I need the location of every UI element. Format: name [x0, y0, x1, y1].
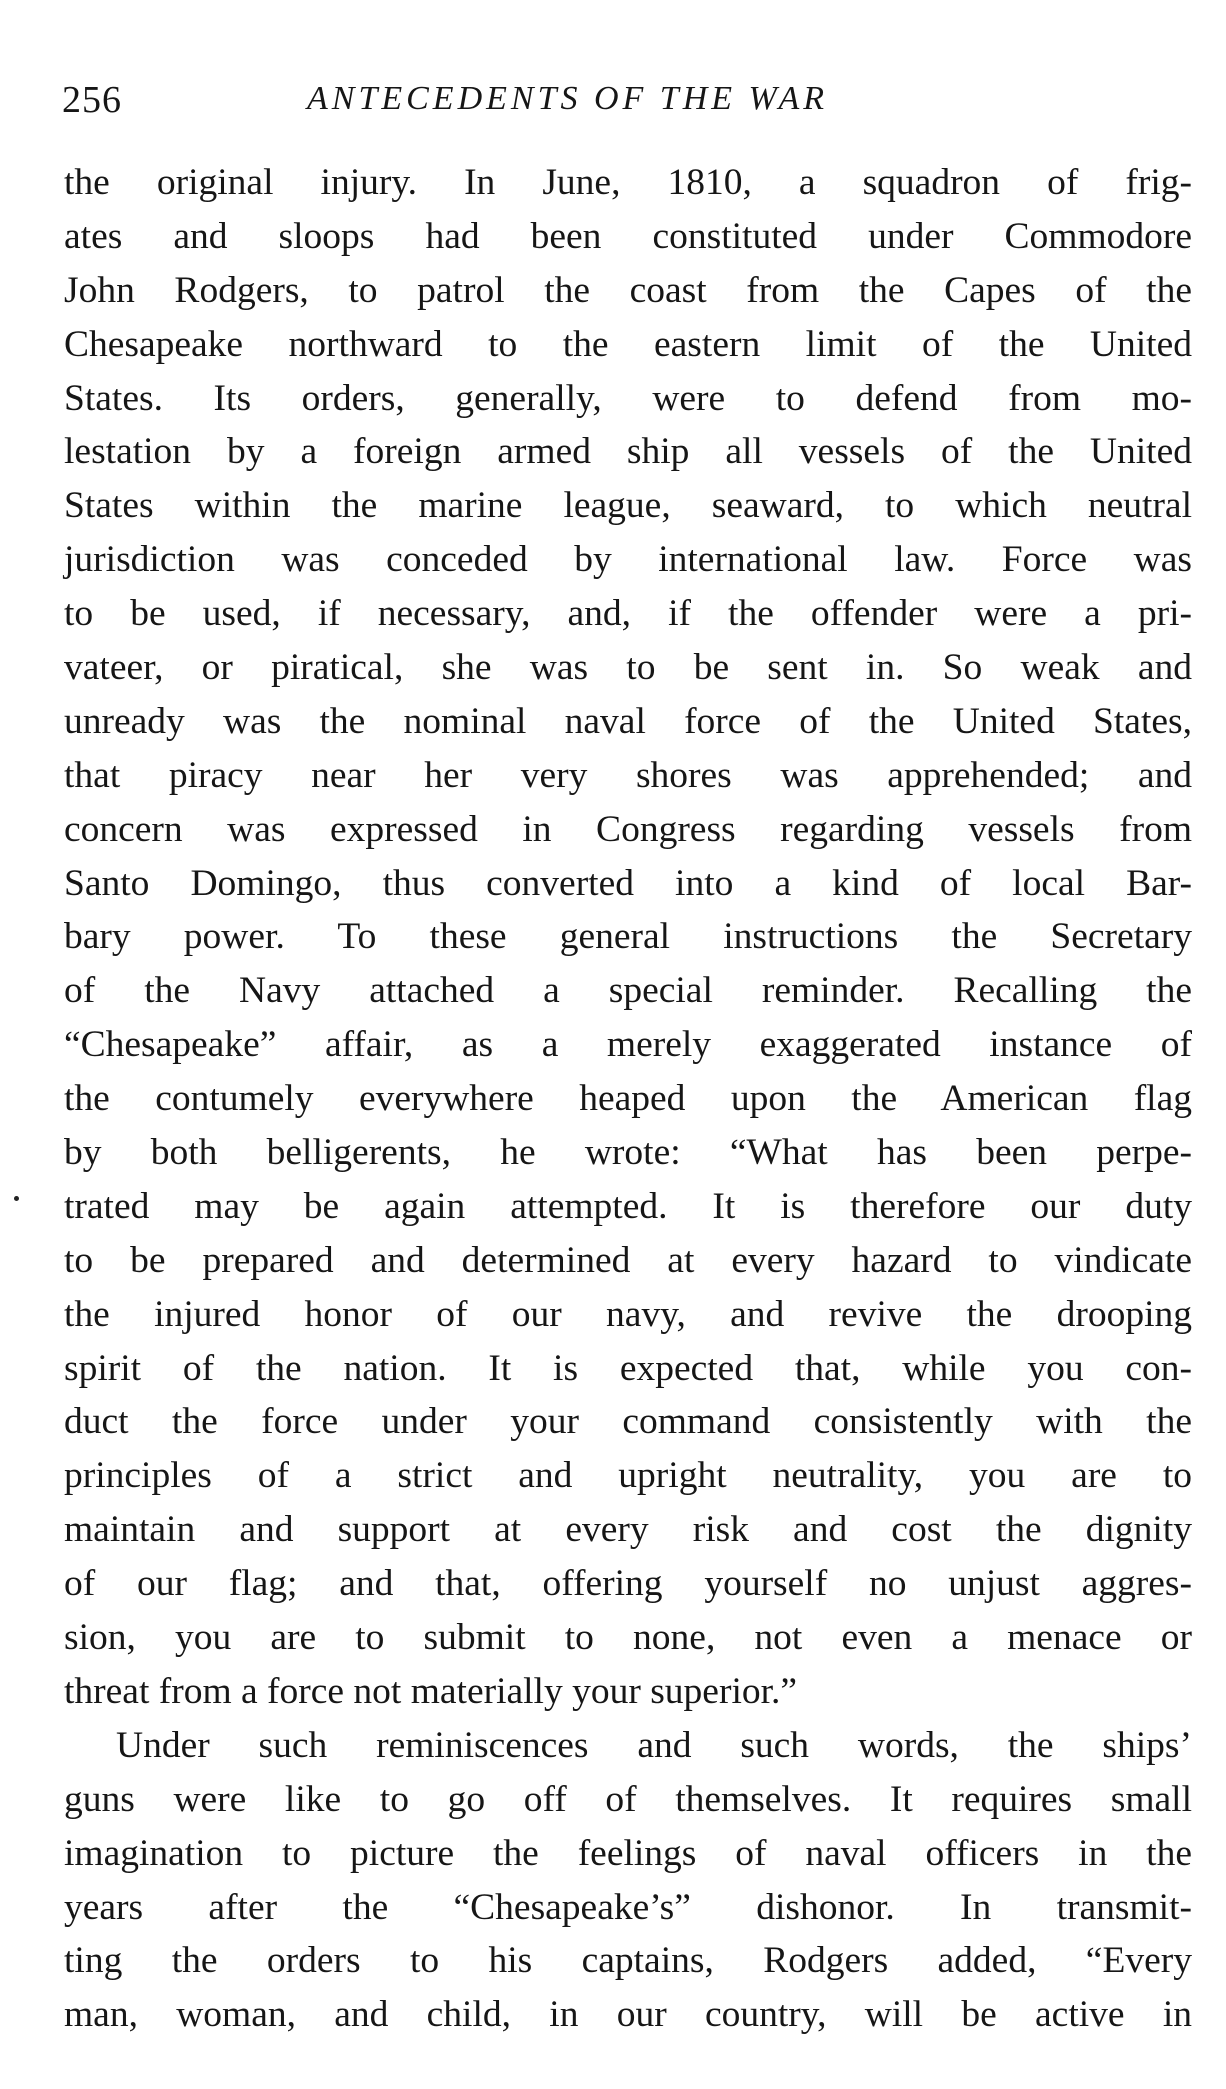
- text-line: trated may be again attempted. It is therefore our duty: [64, 1185, 1192, 1227]
- running-title: ANTECEDENTS OF THE WAR: [307, 80, 829, 117]
- text-line: threat from a force not materially your superior.”: [64, 1670, 798, 1712]
- text-line: of the Navy attached a special reminder. Recalling the: [64, 970, 1192, 1012]
- text-line: ates and sloops had been constituted under Commodore: [64, 215, 1192, 257]
- text-line: imagination to picture the feelings of naval officers in the: [64, 1832, 1192, 1874]
- text-line: ting the orders to his captains, Rodgers added, “Every: [64, 1940, 1192, 1982]
- text-line: of our flag; and that, offering yourself no unjust aggres-: [64, 1563, 1192, 1605]
- text-line: bary power. To these general instructions the Secretary: [64, 916, 1192, 958]
- margin-dot: [14, 1196, 19, 1201]
- text-line: by both belligerents, he wrote: “What has been perpe-: [64, 1132, 1192, 1174]
- text-line: Chesapeake northward to the eastern limit of the United: [64, 323, 1192, 365]
- text-line: jurisdiction was conceded by international law. Force was: [64, 539, 1192, 581]
- text-line: spirit of the nation. It is expected that, while you con-: [64, 1347, 1192, 1389]
- text-line: sion, you are to submit to none, not even a menace or: [64, 1617, 1192, 1659]
- text-line: to be prepared and determined at every hazard to vindicate: [64, 1239, 1192, 1281]
- page-header: [62, 78, 1192, 128]
- text-line: “Chesapeake” affair, as a merely exaggerated instance of: [64, 1024, 1192, 1066]
- page-number: 256: [62, 79, 122, 121]
- text-line: maintain and support at every risk and cost the dignity: [64, 1509, 1192, 1551]
- text-line: Under such reminiscences and such words, the ships’: [116, 1724, 1192, 1766]
- text-line: years after the “Chesapeake’s” dishonor. In transmit-: [64, 1886, 1192, 1928]
- text-line: concern was expressed in Congress regarding vessels from: [64, 808, 1192, 850]
- text-line: John Rodgers, to patrol the coast from the Capes of the: [64, 269, 1192, 311]
- text-line: Santo Domingo, thus converted into a kind of local Bar-: [64, 862, 1192, 904]
- text-line: vateer, or piratical, she was to be sent in. So weak and: [64, 647, 1192, 689]
- body-text: [64, 156, 1192, 2042]
- paragraph-1: [64, 156, 1192, 1719]
- text-line: lestation by a foreign armed ship all vessels of the United: [64, 431, 1192, 473]
- text-line: unready was the nominal naval force of the United States,: [64, 700, 1192, 742]
- text-line: the contumely everywhere heaped upon the American flag: [64, 1078, 1192, 1120]
- text-line: guns were like to go off of themselves. It requires small: [64, 1778, 1192, 1820]
- text-line: States within the marine league, seaward, to which neutral: [64, 485, 1192, 527]
- text-line: to be used, if necessary, and, if the offender were a pri-: [64, 593, 1192, 635]
- text-line: the original injury. In June, 1810, a squadron of frig-: [64, 162, 1192, 203]
- text-line: that piracy near her very shores was apprehended; and: [64, 754, 1192, 796]
- text-line: duct the force under your command consistently with the: [64, 1401, 1192, 1443]
- text-line: the injured honor of our navy, and revive the drooping: [64, 1293, 1192, 1335]
- paragraph-2: [64, 1719, 1192, 2042]
- text-line: States. Its orders, generally, were to defend from mo-: [64, 377, 1192, 419]
- text-line: man, woman, and child, in our country, will be active in: [64, 1994, 1192, 2036]
- text-line: principles of a strict and upright neutrality, you are to: [64, 1455, 1192, 1497]
